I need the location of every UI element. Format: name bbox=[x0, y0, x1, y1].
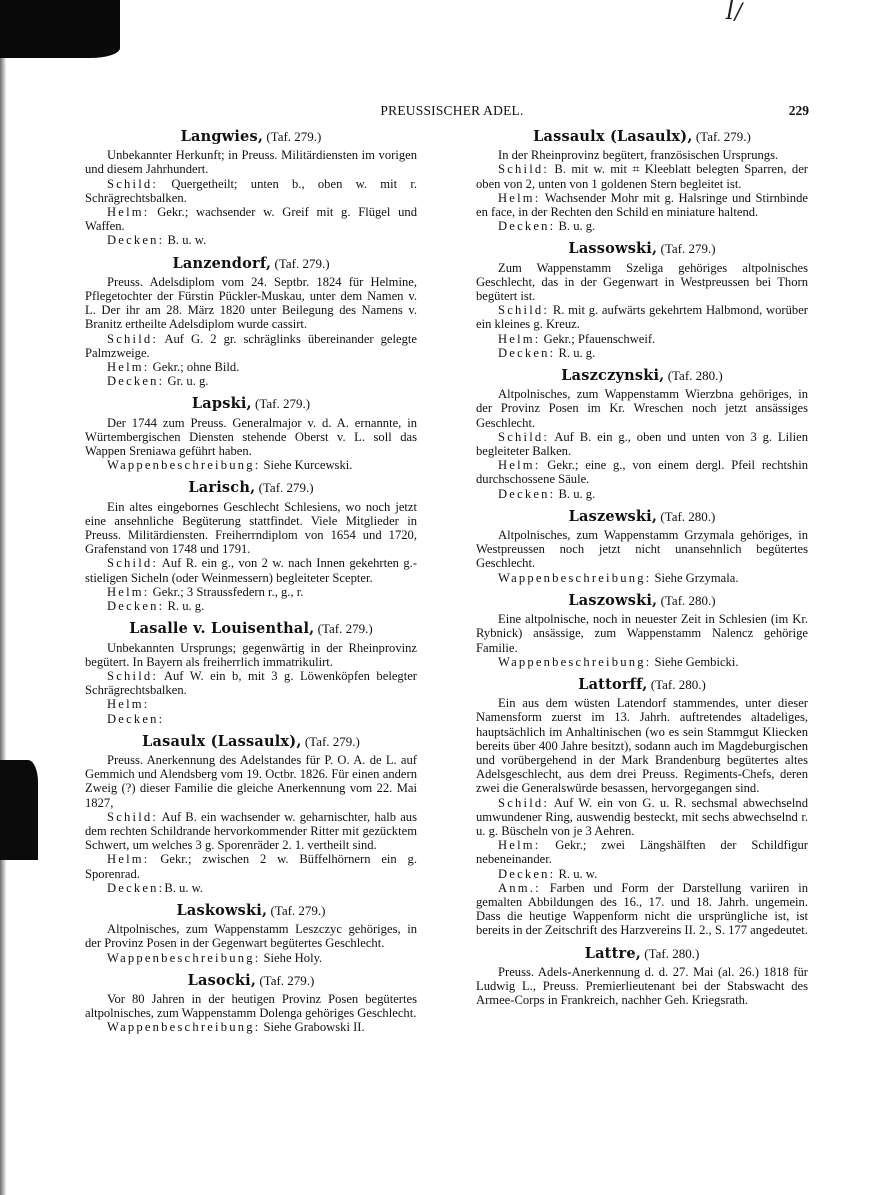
armorial-entry bbox=[85, 481, 417, 613]
entry-description bbox=[85, 922, 417, 950]
blazon-line bbox=[476, 162, 808, 190]
paragraph-text: Preuss. Anerkennung des Adelstandes für P. O. A. de L. auf Gemmich und Alendsberg vom 19. Octbr. 1826. Für einen andern Zweig (?) dieser Familie die gleiche Anerkennung vom 22. Mai 1827, bbox=[85, 752, 417, 810]
blazon-label: Wappenbeschreibung: bbox=[107, 950, 261, 965]
blazon-line bbox=[85, 177, 417, 205]
armorial-entry bbox=[476, 130, 808, 233]
paragraph-text: Vor 80 Jahren in der heutigen Provinz Posen begütertes altpolnisches, zum Wappenstamm Dolenga gehöriges Geschlecht. bbox=[85, 991, 417, 1021]
paragraph-text: B. u. w. bbox=[164, 233, 207, 248]
blazon-label: Decken: bbox=[498, 486, 556, 501]
blazon-line bbox=[476, 655, 808, 669]
entry-description bbox=[476, 148, 808, 162]
plate-reference: (Taf. 279.) bbox=[255, 396, 311, 412]
blazon-label: Helm: bbox=[107, 852, 150, 867]
family-name: Lattre, bbox=[584, 944, 641, 962]
entry-title bbox=[476, 242, 808, 256]
paragraph-text: B. u. g. bbox=[555, 486, 596, 501]
paragraph-text: Siehe Kurcewski. bbox=[260, 458, 353, 473]
left-column bbox=[85, 130, 417, 1044]
blazon-line bbox=[85, 712, 417, 726]
paragraph-text: Gekr.; wachsender w. Greif mit g. Flügel und Waffen. bbox=[85, 205, 417, 234]
blazon-label: Wappenbeschreibung: bbox=[107, 1020, 261, 1035]
armorial-entry bbox=[476, 507, 808, 585]
entry-description bbox=[85, 416, 417, 459]
blazon-label: Schild: bbox=[498, 162, 550, 177]
paragraph-text: Unbekannten Ursprungs; gegenwärtig in der Rheinprovinz begütert. In Bayern als freiherrlich immatrikulirt. bbox=[85, 640, 417, 669]
blazon-line bbox=[476, 487, 808, 501]
entry-title bbox=[476, 130, 808, 144]
entry-title bbox=[85, 130, 417, 144]
plate-reference: (Taf. 280.) bbox=[667, 368, 723, 384]
plate-reference: (Taf. 279.) bbox=[259, 972, 315, 988]
blazon-label: Helm: bbox=[107, 697, 150, 712]
paragraph-text: Gekr.; zwischen 2 w. Büffelhörnern ein g. Sporenrad. bbox=[85, 852, 417, 881]
blazon-label: Helm: bbox=[498, 458, 541, 473]
entry-description bbox=[476, 387, 808, 430]
plate-reference: (Taf. 279.) bbox=[270, 902, 326, 918]
family-name: Lasalle v. Louisenthal, bbox=[129, 620, 315, 638]
blazon-label: Helm: bbox=[498, 190, 541, 205]
blazon-label: Wappenbeschreibung: bbox=[498, 570, 652, 585]
blazon-label: Decken: bbox=[107, 374, 165, 389]
running-title: PREUSSISCHER ADEL. bbox=[380, 103, 524, 118]
plate-reference: (Taf. 280.) bbox=[644, 945, 700, 961]
armorial-entry bbox=[85, 130, 417, 248]
armorial-entry bbox=[85, 732, 417, 895]
plate-reference: (Taf. 279.) bbox=[266, 129, 322, 144]
blazon-line bbox=[476, 867, 808, 881]
armorial-entry bbox=[476, 591, 808, 669]
armorial-entry bbox=[85, 901, 417, 965]
blazon-line bbox=[85, 881, 417, 895]
blazon-label: Helm: bbox=[107, 360, 150, 375]
paragraph-text: Ein aus dem wüsten Latendorf stammendes, unter dieser Namensform zuerst im 13. Jahrh. auftretendes altadeliges, hauptsächlich im Anhaltinischen (wo es sein Stammgut Kliecken bereits über 400 Jahre besitzt), sodann auch im Magdeburgischen und vorübergehend in der Mark Brandenburg begütertes altes Adelsgeschlecht, aus dem drei Preuss. Regiments-Chefs, deren zwei die Generalswürde besassen, hervorgegangen sind. bbox=[476, 696, 808, 796]
paragraph-text: Gr. u. g. bbox=[164, 374, 209, 389]
family-name: Larisch, bbox=[188, 479, 256, 497]
blazon-line bbox=[85, 360, 417, 374]
paragraph-text: Gekr.; 3 Straussfedern r., g., r. bbox=[149, 584, 304, 599]
blazon-line bbox=[476, 430, 808, 458]
family-name: Laszczynski, bbox=[561, 367, 665, 385]
armorial-entry bbox=[476, 242, 808, 360]
paragraph-text: B. u. g. bbox=[555, 219, 596, 234]
blazon-line bbox=[476, 796, 808, 839]
family-name: Laszowski, bbox=[568, 591, 658, 609]
entry-description bbox=[476, 696, 808, 795]
blazon-label: Decken: bbox=[107, 711, 165, 726]
blazon-label: Decken: bbox=[107, 233, 165, 248]
blazon-line bbox=[85, 332, 417, 360]
paragraph-text: Auf B. ein wachsender w. geharnischter, halb aus dem rechten Schildrande hervorkommender Ritter mit gezücktem Schwert, um welches 3 g. Sporenräder 2. 1. vertheilt sind. bbox=[85, 809, 417, 853]
page-number: 229 bbox=[788, 103, 809, 118]
entry-description bbox=[85, 641, 417, 669]
blazon-line bbox=[85, 669, 417, 697]
blazon-label: Decken: bbox=[107, 599, 165, 614]
family-name: Lapski, bbox=[191, 395, 252, 413]
blazon-line bbox=[476, 191, 808, 219]
entry-description bbox=[85, 148, 417, 176]
armorial-entry bbox=[85, 622, 417, 725]
paragraph-text: Siehe Grzymala. bbox=[651, 570, 739, 585]
family-name: Langwies, bbox=[180, 128, 264, 145]
family-name: Lasocki, bbox=[187, 971, 257, 989]
blazon-line bbox=[85, 458, 417, 472]
plate-reference: (Taf. 279.) bbox=[317, 621, 373, 637]
blazon-line bbox=[85, 556, 417, 584]
paragraph-text: Der 1744 zum Preuss. Generalmajor v. d. A. ernannte, in Würtembergischen Diensten stehende Oberst v. L. soll das Wappen Sreniawa geführt haben. bbox=[85, 415, 417, 459]
paragraph-text: Auf R. ein g., von 2 w. nach Innen gekehrten g.-stieligen Sicheln (oder Weinmessern) begleiteter Scepter. bbox=[85, 556, 417, 585]
paragraph-text: B. mit w. mit ⌗ Kleeblatt belegten Sparren, der oben von 2, unten von 1 goldenen Stern begleitet ist. bbox=[476, 162, 808, 191]
scan-dark-corner bbox=[0, 0, 120, 58]
family-name: Laszewski, bbox=[568, 507, 658, 525]
paragraph-text: Siehe Gembicki. bbox=[651, 654, 739, 669]
entry-title bbox=[85, 481, 417, 495]
plate-reference: (Taf. 280.) bbox=[650, 676, 706, 692]
family-name: Lassowski, bbox=[568, 240, 658, 258]
blazon-line bbox=[476, 881, 808, 938]
blazon-label: Schild: bbox=[498, 429, 550, 444]
blazon-line bbox=[85, 585, 417, 599]
right-column bbox=[476, 130, 808, 1016]
entry-title bbox=[476, 507, 808, 525]
entry-title bbox=[85, 397, 417, 411]
blazon-label: Schild: bbox=[107, 668, 159, 683]
paragraph-text: Siehe Grabowski II. bbox=[260, 1020, 365, 1035]
paragraph-text: Auf G. 2 gr. schräglinks übereinander gelegte Palmzweige. bbox=[85, 331, 417, 360]
armorial-entry bbox=[85, 397, 417, 472]
paragraph-text: R. u. g. bbox=[164, 599, 205, 614]
paragraph-text: Auf B. ein g., oben und unten von 3 g. Lilien begleiteter Balken. bbox=[476, 429, 808, 459]
paragraph-text: Wachsender Mohr mit g. Halsringe und Stirnbinde en face, in der Rechten den Schild en miniature haltend. bbox=[476, 190, 808, 220]
blazon-line bbox=[476, 303, 808, 331]
paragraph-text: In der Rheinprovinz begütert, französischen Ursprungs. bbox=[498, 148, 779, 163]
plate-reference: (Taf. 279.) bbox=[274, 255, 330, 271]
paragraph-text: Preuss. Adels-Anerkennung d. d. 27. Mai (al. 26.) 1818 für Ludwig L., Preuss. Premierlieutenant bei der Stabswacht des Armee-Corps in Frankreich, nachher Geh. Kriegsrath. bbox=[476, 964, 808, 1008]
blazon-label: Decken: bbox=[107, 880, 165, 895]
entry-title bbox=[476, 369, 808, 383]
family-name: Lattorff, bbox=[578, 675, 648, 693]
paragraph-text: Altpolnisches, zum Wappenstamm Leszczyc gehöriges, in der Provinz Posen in der Gegenwart begütertes Geschlecht. bbox=[85, 922, 417, 951]
blazon-label: Schild: bbox=[498, 795, 550, 810]
plate-reference: (Taf. 279.) bbox=[660, 241, 716, 257]
blazon-line bbox=[85, 233, 417, 247]
paragraph-text: Gekr.; zwei Längshälften der Schildfigur nebeneinander. bbox=[476, 838, 808, 867]
blazon-line bbox=[85, 599, 417, 613]
paragraph-text: Gekr.; Pfauenschweif. bbox=[540, 331, 656, 346]
entry-title bbox=[85, 254, 417, 272]
plate-reference: (Taf. 280.) bbox=[660, 592, 716, 608]
paragraph-text: Gekr.; ohne Bild. bbox=[149, 360, 240, 375]
blazon-label: Decken: bbox=[498, 345, 556, 360]
paragraph-text: Ein altes eingebornes Geschlecht Schlesiens, wo noch jetzt eine ansehnliche Begüterung stattfindet. Viele Mitglieder in Preuss. Militärdiensten. Freiherrndiplom von 1654 und 1720, Grafenstand von 1748 und 1791. bbox=[85, 499, 417, 557]
entry-title bbox=[476, 591, 808, 609]
plate-reference: (Taf. 279.) bbox=[304, 733, 360, 749]
paragraph-text: Eine altpolnische, noch in neuester Zeit in Schlesien (im Kr. Rybnick) ansässige, zum Wappenstamm Nalencz gehörige Familie. bbox=[476, 612, 808, 655]
entry-description bbox=[85, 500, 417, 557]
blazon-label: Decken: bbox=[498, 866, 556, 881]
blazon-label: Wappenbeschreibung: bbox=[107, 458, 261, 473]
entry-title bbox=[85, 622, 417, 636]
blazon-label: Helm: bbox=[107, 584, 150, 599]
entry-description bbox=[85, 275, 417, 332]
paragraph-text: Quergetheilt; unten b., oben w. mit r. Schrägrechtsbalken. bbox=[85, 176, 417, 205]
entry-description bbox=[476, 261, 808, 304]
family-name: Lasaulx (Lassaulx), bbox=[142, 732, 302, 750]
family-name: Lanzendorf, bbox=[172, 254, 272, 272]
entry-title bbox=[476, 944, 808, 962]
paragraph-text: Gekr.; eine g., von einem dergl. Pfeil rechtshin durchschossene Säule. bbox=[476, 458, 808, 487]
plate-reference: (Taf. 279.) bbox=[258, 480, 314, 496]
blazon-line bbox=[476, 458, 808, 486]
scan-edge-shadow bbox=[0, 0, 6, 1195]
blazon-label: Helm: bbox=[498, 838, 541, 853]
blazon-label: Decken: bbox=[498, 219, 556, 234]
blazon-label: Schild: bbox=[107, 809, 159, 824]
blazon-line bbox=[476, 346, 808, 360]
paragraph-text: Altpolnisches, zum Wappenstamm Grzymala gehöriges, in Westpreussen noch jetzt nicht unansehnlich begütertes Geschlecht. bbox=[476, 528, 808, 571]
paragraph-text: Siehe Holy. bbox=[260, 950, 323, 965]
paragraph-text: R. mit g. aufwärts gekehrtem Halbmond, worüber ein kleines g. Kreuz. bbox=[476, 303, 808, 332]
paragraph-text: Altpolnisches, zum Wappenstamm Wierzbna gehöriges, in der Provinz Posen im Kr. Wreschen noch jetzt ansässiges Geschlecht. bbox=[476, 387, 808, 430]
family-name: Lassaulx (Lasaulx), bbox=[533, 128, 693, 145]
paragraph-text: Zum Wappenstamm Szeliga gehöriges altpolnisches Geschlecht, das in der Gegenwart in Westpreussen bei Thorn begütert ist. bbox=[476, 260, 808, 304]
paragraph-text: Unbekannter Herkunft; in Preuss. Militärdiensten im vorigen und diesem Jahrhundert. bbox=[85, 148, 417, 177]
blazon-label: Helm: bbox=[107, 205, 150, 220]
blazon-line bbox=[85, 810, 417, 853]
paragraph-text: R. u. w. bbox=[555, 866, 598, 881]
armorial-entry bbox=[85, 971, 417, 1035]
entry-description bbox=[85, 992, 417, 1020]
paragraph-text: R. u. g. bbox=[555, 345, 596, 360]
blazon-line bbox=[85, 374, 417, 388]
entry-description bbox=[476, 965, 808, 1008]
blazon-line bbox=[476, 838, 808, 866]
blazon-line bbox=[476, 332, 808, 346]
paragraph-text: Preuss. Adelsdiplom vom 24. Septbr. 1824 für Helmine, Pflegetochter der Fürstin Pückler-Muskau, unter dem Namen v. L. Der ihr am 28. März 1820 unter Beilegung des Namens v. Branitz ertheilte Adelsdiplom wurde cassirt. bbox=[85, 274, 417, 332]
entry-title bbox=[476, 675, 808, 693]
paragraph-text: B. u. w. bbox=[164, 880, 204, 895]
blazon-label: Anm.: bbox=[498, 880, 541, 895]
entry-title bbox=[85, 971, 417, 989]
scan-dark-block bbox=[0, 760, 38, 860]
paragraph-text: Auf W. ein von G. u. R. sechsmal abwechselnd umwundener Ring, auswendig besteckt, mit sechs abwechselnd r. u. g. Büscheln von je 3 Aehren. bbox=[476, 795, 808, 838]
blazon-label: Schild: bbox=[107, 556, 159, 571]
armorial-entry bbox=[476, 944, 808, 1008]
blazon-line bbox=[476, 219, 808, 233]
plate-reference: (Taf. 279.) bbox=[695, 129, 751, 144]
paragraph-text: Auf W. ein b, mit 3 g. Löwenköpfen belegter Schrägrechtsbalken. bbox=[85, 668, 417, 698]
blazon-label: Helm: bbox=[498, 331, 541, 346]
handwritten-margin-mark: ꟾ/ bbox=[726, 0, 743, 25]
blazon-line bbox=[85, 1020, 417, 1034]
blazon-line bbox=[85, 205, 417, 233]
family-name: Laskowski, bbox=[176, 901, 268, 919]
blazon-label: Schild: bbox=[498, 303, 550, 318]
paragraph-text: Farben und Form der Darstellung variiren in gemalten Abbildungen des 16., 17. und 18. Jahrh. ungemein. Dass die heutige Wappenform nicht die ursprüngliche ist, ist bereits in der Zeitschrift des Harzvereins II. 2., S. 177 angedeutet. bbox=[476, 880, 808, 938]
blazon-label: Schild: bbox=[107, 331, 159, 346]
blazon-line bbox=[85, 852, 417, 880]
armorial-entry bbox=[85, 254, 417, 389]
blazon-line bbox=[85, 697, 417, 711]
plate-reference: (Taf. 280.) bbox=[660, 508, 716, 524]
blazon-label: Schild: bbox=[107, 176, 159, 191]
page-header bbox=[95, 103, 809, 123]
entry-title bbox=[85, 732, 417, 750]
armorial-entry bbox=[476, 675, 808, 938]
blazon-label: Wappenbeschreibung: bbox=[498, 654, 652, 669]
entry-description bbox=[476, 528, 808, 571]
armorial-entry bbox=[476, 369, 808, 501]
entry-description bbox=[476, 612, 808, 655]
blazon-line bbox=[85, 951, 417, 965]
entry-title bbox=[85, 901, 417, 919]
blazon-line bbox=[476, 571, 808, 585]
entry-description bbox=[85, 753, 417, 810]
